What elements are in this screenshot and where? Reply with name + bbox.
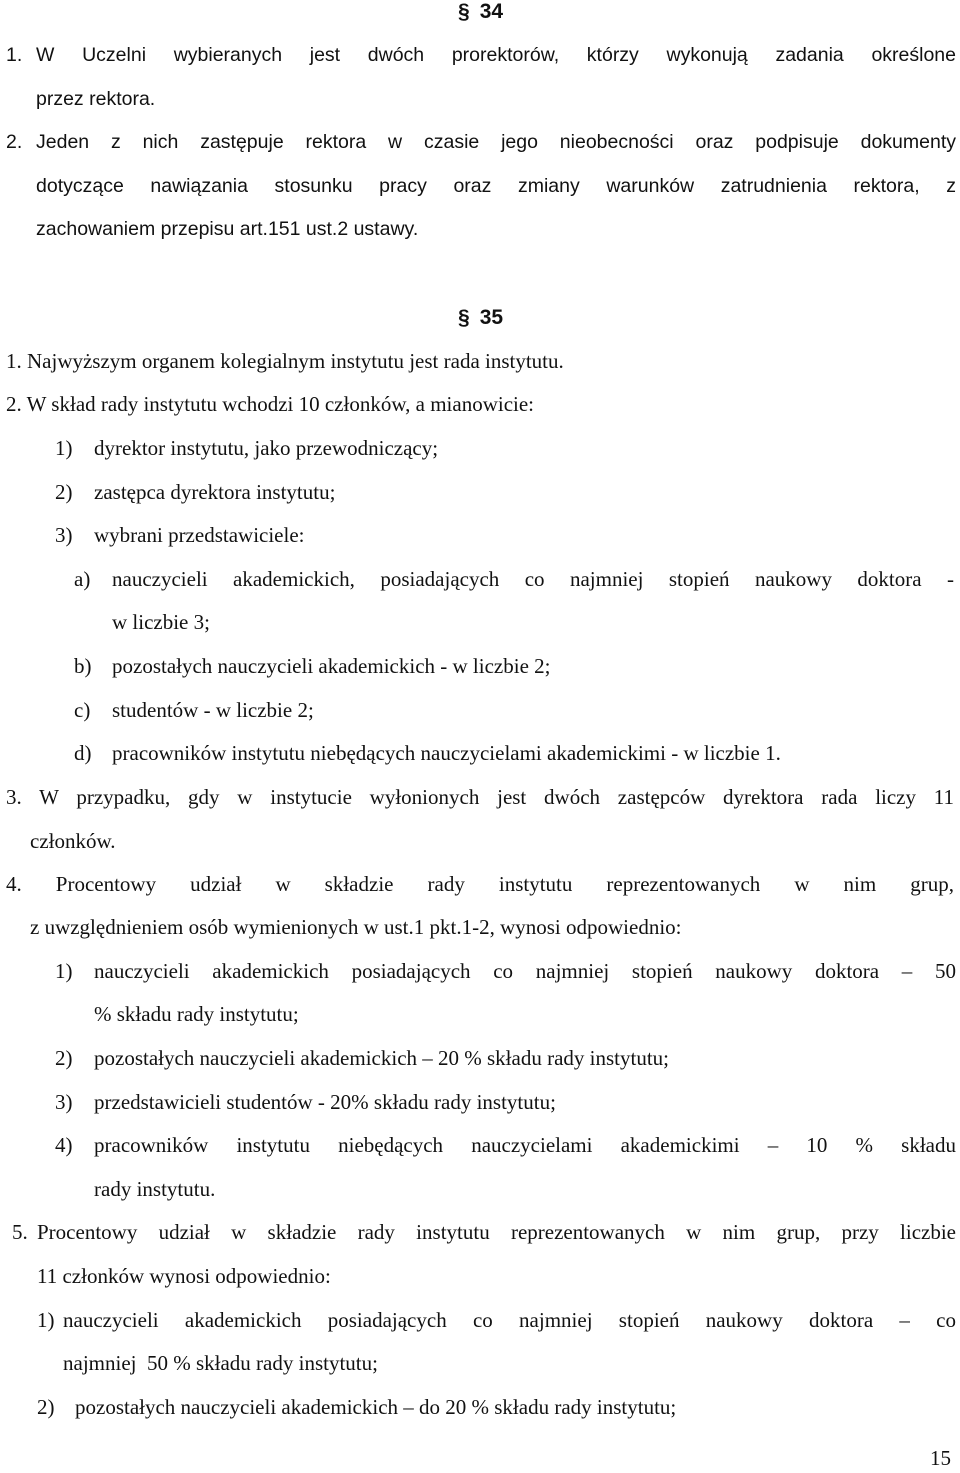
s35-p2-item2-num: 2) (55, 480, 73, 504)
s34-item1-line2: przez rektora. (36, 88, 156, 110)
s35-p2-item2-text: zastępca dyrektora instytutu; (94, 480, 336, 504)
s35-p2-item3-text: wybrani przedstawiciele: (94, 523, 305, 547)
s35-sub-a-num: a) (74, 567, 91, 591)
s35-sub-c-line1: studentów - w liczbie 2; (112, 698, 314, 722)
s35-p3-line2: członków. (30, 829, 116, 853)
page-number: 15 (930, 1446, 951, 1470)
s35-p1: 1. Najwyższym organem kolegialnym instytutu jest rada instytutu. (6, 349, 564, 373)
s34-item1-line1: W Uczelni wybieranych jest dwóch prorektorów, którzy wykonują zadania określone (36, 44, 956, 66)
s35-sub-d-num: d) (74, 741, 92, 765)
s34-item2-num: 2. (6, 131, 23, 153)
s35-sub-d-line1: pracowników instytutu niebędących nauczycielami akademickimi - w liczbie 1. (112, 741, 781, 765)
s35-p4-item4-line1: pracowników instytutu niebędących nauczycielami akademickimi – 10 % składu (94, 1133, 956, 1157)
s35-p5-item1-line1: nauczycieli akademickich posiadających co najmniej stopień naukowy doktora – co (63, 1308, 956, 1332)
section-symbol: § (458, 306, 470, 329)
s35-sub-a-line1: nauczycieli akademickich, posiadających co najmniej stopień naukowy doktora - (112, 567, 954, 591)
s35-p4-line1: 4. Procentowy udział w składzie rady instytutu reprezentowanych w nim grup, (6, 872, 954, 896)
s35-sub-b-num: b) (74, 654, 92, 678)
s35-sub-c-num: c) (74, 698, 91, 722)
s34-item2-line1: Jeden z nich zastępuje rektora w czasie jego nieobecności oraz podpisuje dokumenty (36, 131, 956, 153)
s35-p4-item1-num: 1) (55, 959, 73, 983)
s34-item2-line2: dotyczące nawiązania stosunku pracy oraz zmiany warunków zatrudnienia rektora, z (36, 175, 956, 197)
s35-p5-item2-line1: pozostałych nauczycieli akademickich – do 20 % składu rady instytutu; (75, 1395, 677, 1419)
s35-sub-b-line1: pozostałych nauczycieli akademickich - w liczbie 2; (112, 654, 551, 678)
s35-p5-item1-num: 1) (37, 1308, 55, 1332)
s35-p5-line1: Procentowy udział w składzie rady instytutu reprezentowanych w nim grup, przy liczbie (37, 1220, 956, 1244)
s35-p4-item3-line1: przedstawicieli studentów - 20% składu rady instytutu; (94, 1090, 556, 1114)
s35-p5-line2: 11 członków wynosi odpowiednio: (37, 1264, 331, 1288)
s35-p4-item1-line1: nauczycieli akademickich posiadających co najmniej stopień naukowy doktora – 50 (94, 959, 956, 983)
s35-p4-item4-num: 4) (55, 1133, 73, 1157)
s34-item1-num: 1. (6, 44, 23, 66)
s35-p5-num: 5. (12, 1220, 28, 1244)
section-symbol: § (458, 0, 470, 23)
s35-p3-line1: 3. W przypadku, gdy w instytucie wyłonionych jest dwóch zastępców dyrektora rada liczy 11 (6, 785, 954, 809)
section-number: 35 (479, 306, 504, 329)
s35-p2-item3-num: 3) (55, 523, 73, 547)
section-35-heading (458, 303, 503, 333)
s35-p4-item2-line1: pozostałych nauczycieli akademickich – 20 % składu rady instytutu; (94, 1046, 669, 1070)
s34-item2-line3: zachowaniem przepisu art.151 ust.2 ustawy. (36, 218, 419, 240)
s35-p2: 2. W skład rady instytutu wchodzi 10 członków, a mianowicie: (6, 392, 535, 416)
s35-p4-item2-num: 2) (55, 1046, 73, 1070)
section-34-heading (458, 0, 503, 27)
s35-p2-item1-text: dyrektor instytutu, jako przewodniczący; (94, 436, 439, 460)
s35-p5-item2-num: 2) (37, 1395, 55, 1419)
s35-p5-item1-line2: najmniej 50 % składu rady instytutu; (63, 1351, 378, 1375)
s35-p4-item4-line2: rady instytutu. (94, 1177, 216, 1201)
s35-p2-item1-num: 1) (55, 436, 73, 460)
s35-p4-item3-num: 3) (55, 1090, 73, 1114)
s35-p4-line2: z uwzględnieniem osób wymienionych w ust.1 pkt.1-2, wynosi odpowiednio: (30, 915, 682, 939)
s35-p4-item1-line2: % składu rady instytutu; (94, 1002, 299, 1026)
s35-sub-a-line2: w liczbie 3; (112, 610, 210, 634)
section-number: 34 (479, 0, 504, 23)
